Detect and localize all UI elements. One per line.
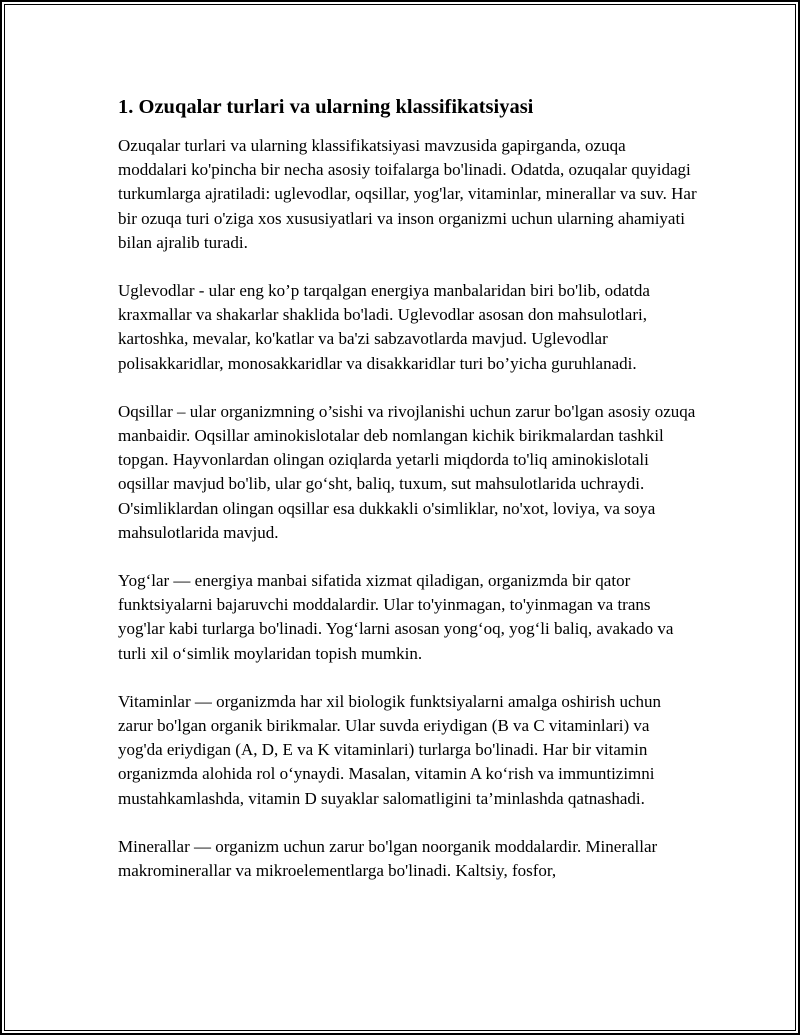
paragraph-proteins: Oqsillar – ular organizmning o’sishi va rivojlanishi uchun zarur bo'lgan asosiy ozuqa manbaidir. Oqsillar aminokislotalar deb nomlangan kichik birikmalardan tashkil topgan. Hayvonlardan olingan oziqlarda yetarli miqdorda to'liq aminokislotali oqsillar mavjud bo'lib, ular go‘sht, baliq, tuxum, sut mahsulotlarida uchraydi. O'simliklardan olingan oqsillar esa dukkakli o'simliklar, no'xot, loviya, va soya mahsulotlarida mavjud. — [118, 401, 696, 542]
document-body — [118, 93, 698, 907]
paragraph-vitamins: Vitaminlar — organizmda har xil biologik funktsiyalarni amalga oshirish uchun zarur bo'lgan organik birikmalar. Ular suvda eriydigan (B va C vitaminlari) va yog'da eriydigan (A, D, E va K vitaminlari) turlarga bo'linadi. Har bir vitamin organizmda alohida rol o‘ynaydi. Masalan, vitamin A ko‘rish va immuntizimni mustahkamlashda, vitamin D suyaklar salomatligini ta’minlashda qatnashadi. — [118, 691, 662, 808]
section-heading: 1. Ozuqalar turlari va ularning klassifikatsiyasi — [118, 96, 534, 118]
paragraph-fats: Yog‘lar — energiya manbai sifatida xizmat qiladigan, organizmda bir qator funktsiyalarni bajaruvchi moddalardir. Ular to'yinmagan, to'yinmagan va trans yog'lar kabi turlarga bo'linadi. Yog‘larni asosan yong‘oq, yog‘li baliq, avakado va turli xil o‘simlik moylaridan topish mumkin. — [118, 571, 674, 663]
paragraph-minerals: Minerallar — organizm uchun zarur bo'lgan noorganik moddalardir. Minerallar makrominerallar va mikroelementlarga bo'linadi. Kaltsiy, fosfor, — [118, 836, 658, 881]
paragraph-intro: Ozuqalar turlari va ularning klassifikatsiyasi mavzusida gapirganda, ozuqa moddalari ko'pincha bir necha asosiy toifalarga bo'linadi. Odatda, ozuqalar quyidagi turkumlarga ajratiladi: uglevodlar, oqsillar, yog'lar, vitaminlar, minerallar va suv. Har bir ozuqa turi o'ziga xos xususiyatlari va inson organizmi uchun ularning ahamiyati bilan ajralib turadi. — [118, 136, 697, 252]
paragraph-carbohydrates: Uglevodlar - ular eng ko’p tarqalgan energiya manbalaridan biri bo'lib, odatda kraxmallar va shakarlar shaklida bo'ladi. Uglevodlar asosan don mahsulotlari, kartoshka, mevalar, ko'katlar va ba'zi sabzavotlarda mavjud. Uglevodlar polisakkaridlar, monosakkaridlar va disakkaridlar turi bo’yicha guruhlanadi. — [118, 281, 650, 373]
